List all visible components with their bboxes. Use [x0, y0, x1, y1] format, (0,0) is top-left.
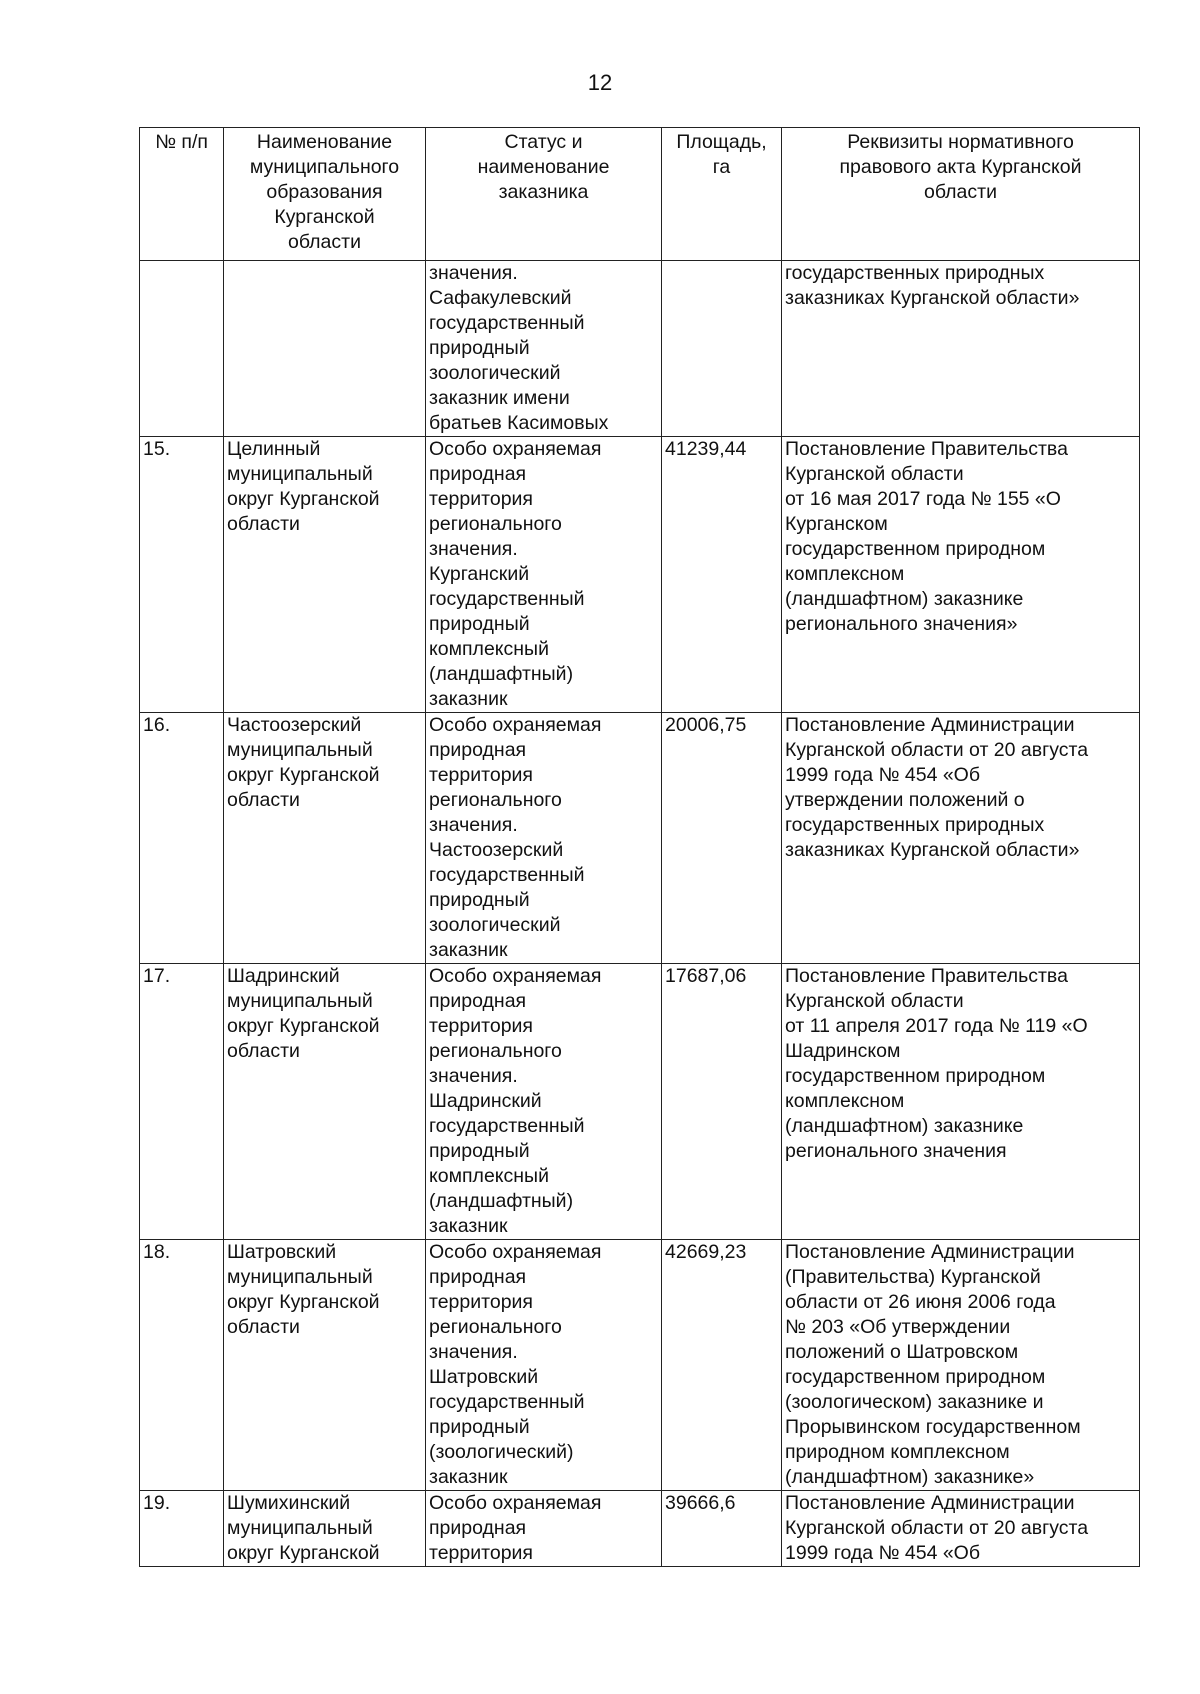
cell-number: 18. — [140, 1240, 224, 1491]
cell-number: 15. — [140, 437, 224, 713]
header-area: Площадь, га — [662, 128, 782, 261]
cell-area: 39666,6 — [662, 1491, 782, 1567]
cell-legal-act: Постановление Администрации (Правительства) Курганской области от 26 июня 2006 года № 203 «Об утверждении положений о Шатровском государственном природном (зоологическом) заказнике и Прорывинском государственном природном комплексном (ландшафтном) заказнике» — [782, 1240, 1140, 1491]
cell-municipality: Шумихинский муниципальный округ Курганской — [224, 1491, 426, 1567]
cell-area — [662, 261, 782, 437]
reserves-table — [139, 127, 1140, 1567]
cell-municipality: Шадринский муниципальный округ Курганской области — [224, 964, 426, 1240]
cell-area: 17687,06 — [662, 964, 782, 1240]
cell-legal-act: Постановление Правительства Курганской области от 16 мая 2017 года № 155 «О Курганском государственном природном комплексном (ландшафтном) заказнике регионального значения» — [782, 437, 1140, 713]
cell-legal-act: государственных природных заказниках Курганской области» — [782, 261, 1140, 437]
cell-number — [140, 261, 224, 437]
table-row — [140, 713, 1140, 964]
cell-number: 16. — [140, 713, 224, 964]
cell-area: 20006,75 — [662, 713, 782, 964]
page-number: 12 — [587, 70, 613, 95]
cell-area: 41239,44 — [662, 437, 782, 713]
table-row — [140, 1240, 1140, 1491]
cell-legal-act: Постановление Администрации Курганской области от 20 августа 1999 года № 454 «Об утверждении положений о государственных природных заказниках Курганской области» — [782, 713, 1140, 964]
header-municipality: Наименование муниципального образования Курганской области — [224, 128, 426, 261]
cell-status: Особо охраняемая природная территория регионального значения. Шадринский государственный природный комплексный (ландшафтный) заказник — [426, 964, 662, 1240]
cell-municipality: Целинный муниципальный округ Курганской области — [224, 437, 426, 713]
table-row — [140, 964, 1140, 1240]
cell-legal-act: Постановление Правительства Курганской области от 11 апреля 2017 года № 119 «О Шадринском государственном природном комплексном (ландшафтном) заказнике регионального значения — [782, 964, 1140, 1240]
cell-status: значения. Сафакулевский государственный природный зоологический заказник имени братьев Касимовых — [426, 261, 662, 437]
cell-status: Особо охраняемая природная территория — [426, 1491, 662, 1567]
table-row — [140, 437, 1140, 713]
cell-legal-act: Постановление Администрации Курганской области от 20 августа 1999 года № 454 «Об — [782, 1491, 1140, 1567]
cell-number: 19. — [140, 1491, 224, 1567]
cell-status: Особо охраняемая природная территория регионального значения. Частоозерский государственный природный зоологический заказник — [426, 713, 662, 964]
table-row — [140, 1491, 1140, 1567]
table-header-row — [140, 128, 1140, 261]
cell-municipality: Частоозерский муниципальный округ Курганской области — [224, 713, 426, 964]
header-status: Статус и наименование заказника — [426, 128, 662, 261]
header-legal-act: Реквизиты нормативного правового акта Курганской области — [782, 128, 1140, 261]
cell-municipality: Шатровский муниципальный округ Курганской области — [224, 1240, 426, 1491]
cell-number: 17. — [140, 964, 224, 1240]
cell-municipality — [224, 261, 426, 437]
cell-status: Особо охраняемая природная территория регионального значения. Шатровский государственный природный (зоологический) заказник — [426, 1240, 662, 1491]
table-row — [140, 261, 1140, 437]
cell-area: 42669,23 — [662, 1240, 782, 1491]
cell-status: Особо охраняемая природная территория регионального значения. Курганский государственный природный комплексный (ландшафтный) заказник — [426, 437, 662, 713]
header-number: № п/п — [140, 128, 224, 261]
